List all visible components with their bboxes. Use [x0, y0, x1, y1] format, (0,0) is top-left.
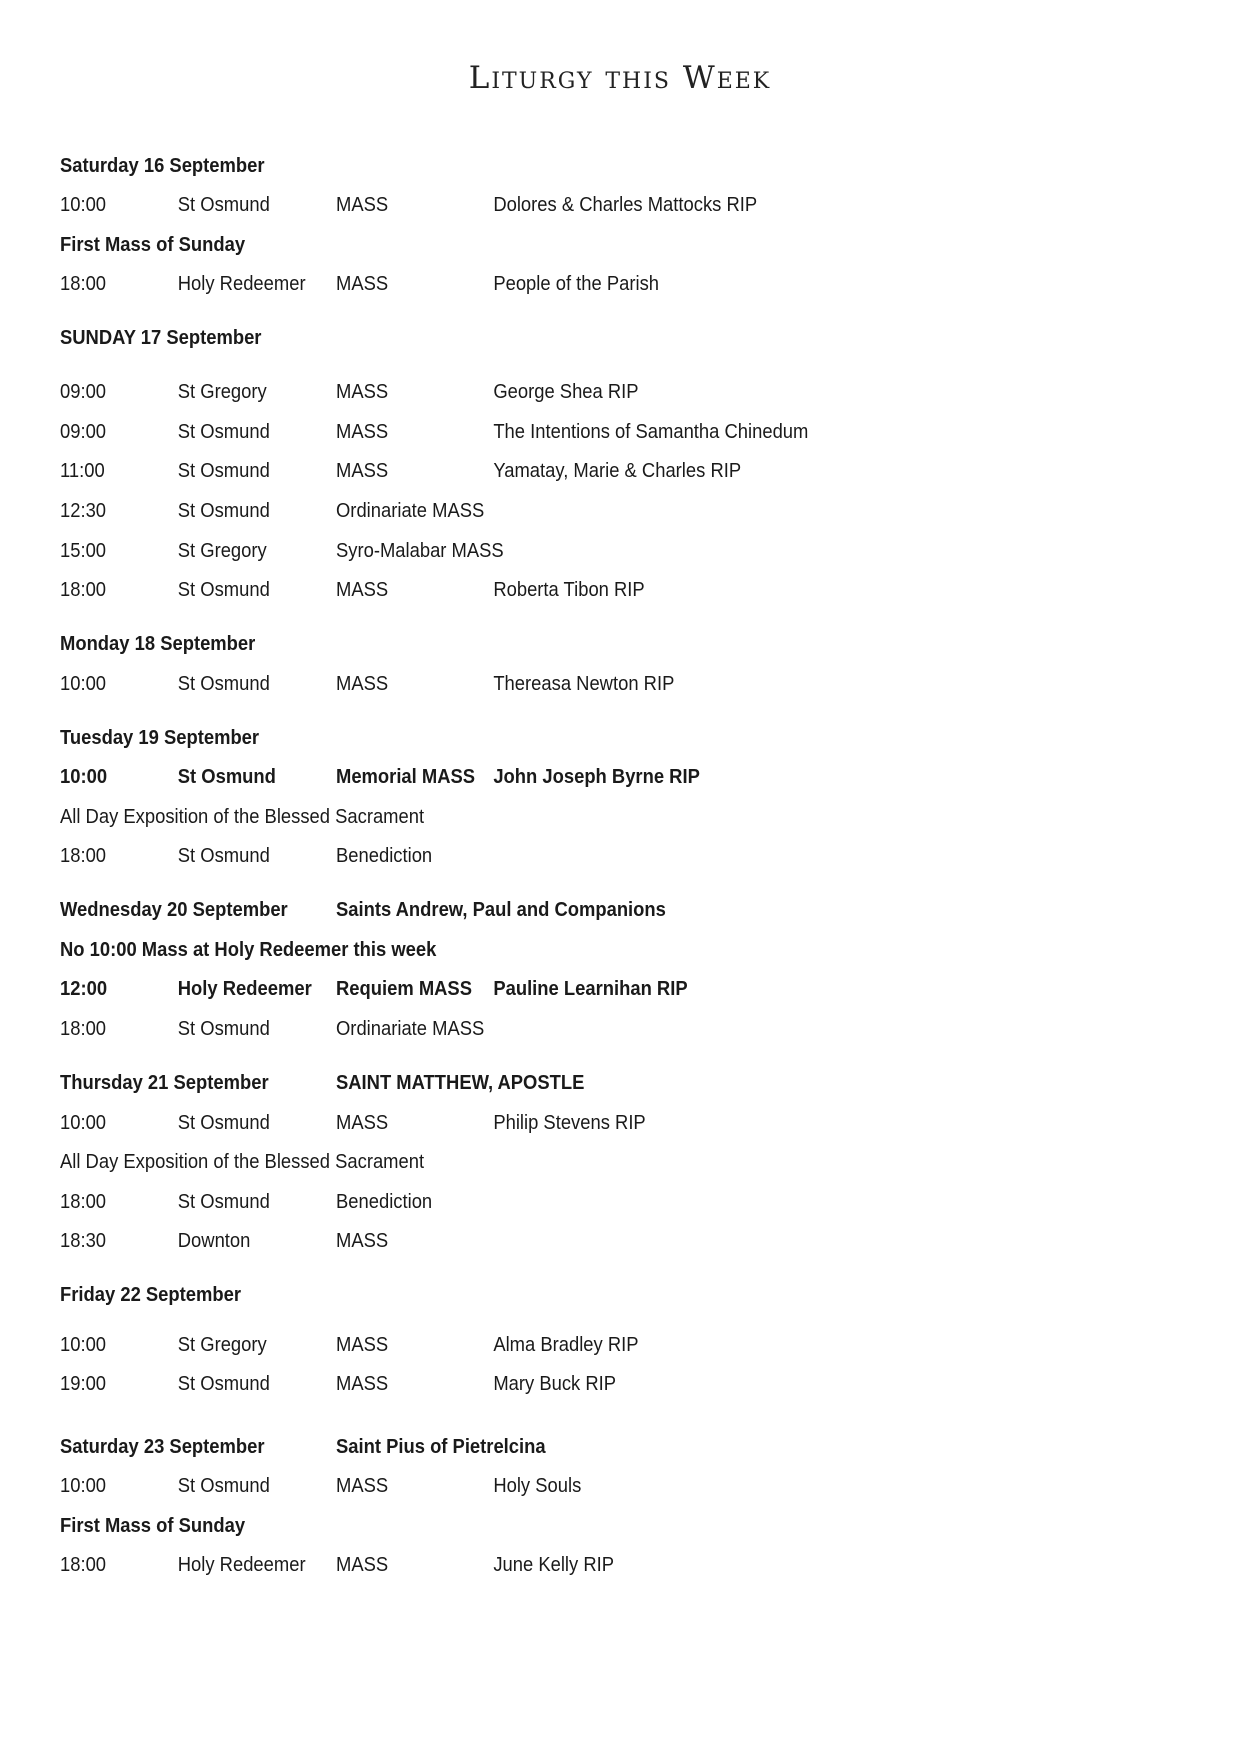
intention-cell: Yamatay, Marie & Charles RIP [493, 460, 742, 482]
location-cell: St Osmund [177, 766, 276, 788]
intention-cell: People of the Parish [493, 273, 660, 295]
location-cell: St Osmund [177, 194, 270, 216]
service-cell: MASS [336, 194, 389, 216]
feast-label: SAINT MATTHEW, APOSTLE [336, 1072, 585, 1094]
service-cell: MASS [336, 1373, 389, 1395]
location-cell: Downton [177, 1230, 251, 1252]
intention-cell: Philip Stevens RIP [493, 1112, 646, 1134]
day-label: No 10:00 Mass at Holy Redeemer this week [60, 939, 437, 961]
schedule-row [60, 1015, 1090, 1043]
day-heading [60, 724, 1090, 752]
intention-cell: George Shea RIP [493, 381, 639, 403]
service-cell: MASS [336, 1112, 389, 1134]
schedule-row [60, 1551, 1090, 1579]
time-cell: 12:00 [60, 978, 108, 1000]
service-cell: Ordinariate MASS [336, 500, 485, 522]
schedule-row [60, 537, 1090, 565]
location-cell: St Osmund [177, 1373, 270, 1395]
location-cell: St Osmund [177, 460, 270, 482]
location-cell: St Osmund [177, 500, 270, 522]
service-cell: MASS [336, 273, 389, 295]
service-cell: MASS [336, 673, 389, 695]
service-cell: MASS [336, 1554, 389, 1576]
intention-cell: Dolores & Charles Mattocks RIP [493, 194, 758, 216]
day-heading [60, 1433, 1090, 1461]
intention-cell: Alma Bradley RIP [493, 1334, 639, 1356]
day-label: First Mass of Sunday [60, 234, 246, 256]
service-cell: MASS [336, 460, 389, 482]
intention-cell: Holy Souls [493, 1475, 582, 1497]
location-cell: St Osmund [177, 1475, 270, 1497]
day-heading [60, 936, 1090, 964]
schedule-row [60, 1370, 1090, 1398]
day-heading [60, 896, 1090, 924]
day-heading [60, 630, 1090, 658]
note-text: All Day Exposition of the Blessed Sacrament [60, 1151, 425, 1173]
schedule-row [60, 1188, 1090, 1216]
time-cell: 10:00 [60, 1334, 107, 1356]
location-cell: St Osmund [177, 1018, 270, 1040]
schedule-row [60, 842, 1090, 870]
service-cell: Benediction [336, 845, 433, 867]
location-cell: St Osmund [177, 673, 270, 695]
location-cell: St Osmund [177, 1191, 270, 1213]
time-cell: 09:00 [60, 381, 107, 403]
day-heading [60, 1512, 1090, 1540]
service-cell: MASS [336, 579, 389, 601]
time-cell: 18:00 [60, 273, 107, 295]
location-cell: Holy Redeemer [177, 978, 312, 1000]
page-title: Liturgy this Week [468, 60, 772, 96]
day-label: First Mass of Sunday [60, 1515, 246, 1537]
day-label: Wednesday 20 September [60, 899, 288, 921]
schedule-row [60, 670, 1090, 698]
day-heading [60, 324, 1090, 352]
time-cell: 19:00 [60, 1373, 107, 1395]
schedule-note [60, 803, 1090, 831]
time-cell: 18:00 [60, 1191, 107, 1213]
day-heading [60, 152, 1090, 180]
schedule-row [60, 975, 1090, 1003]
location-cell: St Osmund [177, 845, 270, 867]
schedule-row [60, 1331, 1090, 1359]
service-cell: Ordinariate MASS [336, 1018, 485, 1040]
day-label: Friday 22 September [60, 1284, 242, 1306]
location-cell: St Gregory [177, 1334, 267, 1356]
location-cell: St Osmund [177, 421, 270, 443]
time-cell: 11:00 [60, 460, 105, 482]
feast-label: Saints Andrew, Paul and Companions [336, 899, 666, 921]
day-heading [60, 1069, 1090, 1097]
day-label: Thursday 21 September [60, 1072, 269, 1094]
intention-cell: Mary Buck RIP [493, 1373, 617, 1395]
location-cell: St Osmund [177, 579, 270, 601]
service-cell: MASS [336, 1334, 389, 1356]
time-cell: 18:00 [60, 579, 107, 601]
day-label: Monday 18 September [60, 633, 256, 655]
day-heading [60, 231, 1090, 259]
intention-cell: June Kelly RIP [493, 1554, 614, 1576]
service-cell: MASS [336, 1475, 389, 1497]
intention-cell: Roberta Tibon RIP [493, 579, 645, 601]
time-cell: 10:00 [60, 766, 108, 788]
location-cell: St Osmund [177, 1112, 270, 1134]
schedule-row [60, 1227, 1090, 1255]
location-cell: Holy Redeemer [177, 273, 306, 295]
schedule-row [60, 497, 1090, 525]
time-cell: 18:00 [60, 1018, 107, 1040]
time-cell: 18:30 [60, 1230, 107, 1252]
intention-cell: Thereasa Newton RIP [493, 673, 675, 695]
intention-cell: Pauline Learnihan RIP [493, 978, 688, 1000]
service-cell: MASS [336, 1230, 389, 1252]
schedule-row [60, 191, 1090, 219]
service-cell: Requiem MASS [336, 978, 472, 1000]
intention-cell: John Joseph Byrne RIP [493, 766, 700, 788]
schedule-row [60, 270, 1090, 298]
day-label: Saturday 23 September [60, 1436, 265, 1458]
schedule-row [60, 1109, 1090, 1137]
time-cell: 18:00 [60, 845, 107, 867]
time-cell: 10:00 [60, 673, 107, 695]
schedule-row [60, 378, 1090, 406]
schedule-note [60, 1148, 1090, 1176]
time-cell: 12:30 [60, 500, 107, 522]
time-cell: 18:00 [60, 1554, 107, 1576]
feast-label: Saint Pius of Pietrelcina [336, 1436, 546, 1458]
intention-cell: The Intentions of Samantha Chinedum [493, 421, 809, 443]
schedule-row [60, 576, 1090, 604]
schedule-row [60, 418, 1090, 446]
day-label: Saturday 16 September [60, 155, 265, 177]
location-cell: St Gregory [177, 540, 267, 562]
service-cell: MASS [336, 381, 389, 403]
schedule-row [60, 763, 1090, 791]
day-label: SUNDAY 17 September [60, 327, 262, 349]
time-cell: 10:00 [60, 1475, 107, 1497]
time-cell: 09:00 [60, 421, 107, 443]
time-cell: 10:00 [60, 194, 107, 216]
time-cell: 15:00 [60, 540, 107, 562]
schedule-row [60, 1472, 1090, 1500]
note-text: All Day Exposition of the Blessed Sacrament [60, 806, 425, 828]
schedule-row [60, 457, 1090, 485]
service-cell: MASS [336, 421, 389, 443]
day-heading [60, 1281, 1090, 1309]
time-cell: 10:00 [60, 1112, 107, 1134]
location-cell: Holy Redeemer [177, 1554, 306, 1576]
service-cell: Benediction [336, 1191, 433, 1213]
location-cell: St Gregory [177, 381, 267, 403]
day-label: Tuesday 19 September [60, 727, 260, 749]
service-cell: Memorial MASS [336, 766, 476, 788]
service-cell: Syro-Malabar MASS [336, 540, 504, 562]
